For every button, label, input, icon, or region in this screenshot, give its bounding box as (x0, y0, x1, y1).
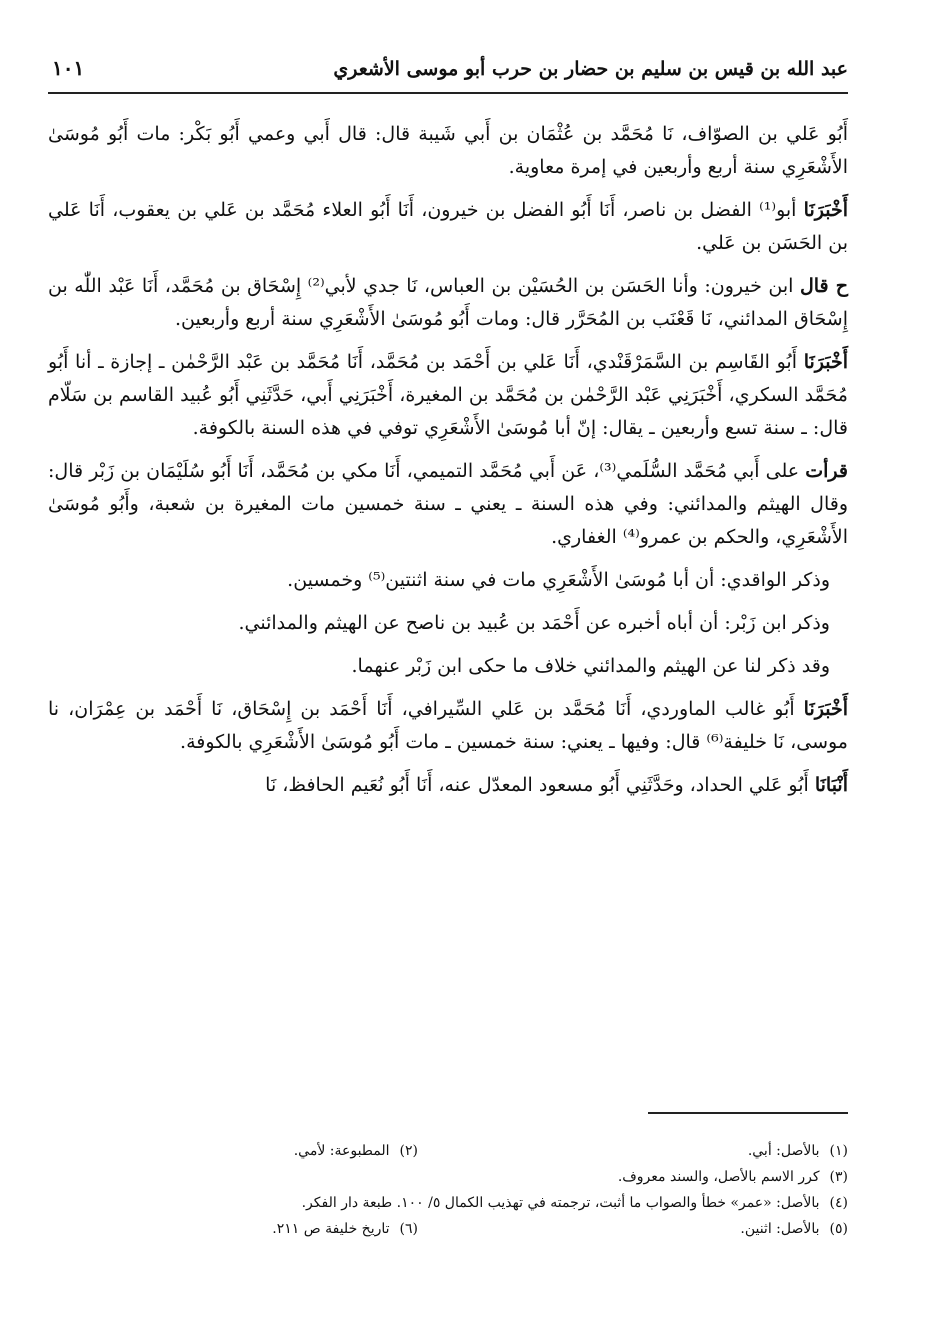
paragraph (48, 455, 848, 554)
footnote-number: (٥) (829, 1221, 848, 1237)
footnotes (160, 1138, 848, 1242)
footnote-text: تاريخ خليفة ص ٢١١. (272, 1221, 390, 1237)
footnote-row (160, 1216, 848, 1242)
page-number: ١٠١ (52, 56, 85, 80)
paragraph (48, 769, 848, 802)
paragraph (48, 693, 848, 759)
paragraph (48, 118, 848, 184)
paragraph-text: على أَبي مُحَمَّد السُّلَمي⁽³⁾، عَن أَبي مُحَمَّد التميمي، أَنَا مكي بن مُحَمَّد، أَنَا أَبُو سُلَيْمَان بن زَبْر قال: وقال الهيثم والمدائني: وفي هذه السنة ـ يعني ـ سنة خمسين مات المغيرة بن شعبة، وأَبُو مُوسَىٰ الأَشْعَرِي، والحكم بن عمرو⁽⁴⁾ الغفاري. (48, 460, 848, 548)
footnote-text: بالأصل: «عمر» خطأ والصواب ما أثبت، ترجمته في تهذيب الكمال ٥/ ١٠٠. طبعة دار الفكر. (301, 1195, 820, 1211)
footnote-row (160, 1138, 848, 1164)
paragraph (48, 607, 848, 640)
paragraph-text: أَبُو عَلي بن الصوّاف، نَا مُحَمَّد بن عُثْمَان بن أَبي شَيبة قال: قال أَبي وعمي أَبُو بَكْر: مات أَبُو مُوسَىٰ الأَشْعَرِي سنة أربع وأربعين في إمرة معاوية. (48, 123, 848, 178)
paragraph (48, 564, 848, 597)
paragraph-text: أَبُو عَلي الحداد، وحَدَّثَنِي أَبُو مسعود المعدّل عنه، أَنَا أَبُو نُعَيم الحافظ، نَا (265, 774, 809, 796)
paragraph-text: أبو⁽¹⁾ الفضل بن ناصر، أَنَا أَبُو الفضل بن خيرون، أَنَا أَبُو العلاء مُحَمَّد بن عَلي بن يعقوب، أَنَا عَلي بن الحَسَن بن عَلي. (48, 199, 848, 254)
paragraph-text: وقد ذكر لنا عن الهيثم والمدائني خلاف ما حكى ابن زَبْر عنهما. (351, 655, 830, 677)
footnote (418, 1216, 848, 1242)
footnote-text: كرر الاسم بالأصل، والسند معروف. (617, 1169, 820, 1185)
paragraph-lead: أَخْبَرَنَا (803, 199, 848, 221)
footnote-text: المطبوعة: لأمي. (293, 1143, 390, 1159)
footnote-number: (٣) (829, 1169, 848, 1185)
footnote-number: (١) (829, 1143, 848, 1159)
paragraph (48, 650, 848, 683)
paragraph-lead: أَنْبَانَا (814, 774, 848, 796)
paragraph-text: أَبُو القَاسِم بن السَّمَرْقَنْدي، أَنَا عَلي بن أَحْمَد بن مُحَمَّد، أَنَا مُحَمَّد بن عَبْد الرَّحْمٰن ـ إجازة ـ أنا أَبُو مُحَمَّد السكري، أَخْبَرَنِي عَبْد الرَّحْمٰن بن مُحَمَّد بن المغيرة، أَخْبَرَنِي أَبي، حَدَّثَنِي أَبُو عُبيد القاسم بن سَلّام قال: ـ سنة تسع وأربعين ـ يقال: إنّ أبا مُوسَىٰ الأَشْعَرِي توفي في هذه السنة بالكوفة. (48, 351, 848, 439)
paragraph-lead: أَخْبَرَنَا (803, 698, 848, 720)
paragraph-lead: ح قال (799, 275, 848, 297)
footnote (302, 1190, 848, 1216)
paragraph (48, 346, 848, 445)
footnote (418, 1138, 848, 1164)
footnote-row (160, 1190, 848, 1216)
footnotes-divider (648, 1112, 848, 1114)
footnote (272, 1216, 418, 1242)
paragraph-lead: قرأت (805, 460, 848, 482)
footnote-text: بالأصل: أبي. (747, 1143, 820, 1159)
paragraph (48, 194, 848, 260)
page-header (48, 52, 848, 94)
footnote-number: (٢) (399, 1143, 418, 1159)
footnote-number: (٦) (399, 1221, 418, 1237)
paragraph (48, 270, 848, 336)
paragraph-lead: أَخْبَرَنَا (803, 351, 849, 373)
paragraph-text: أَبُو غالب الماوردي، أَنَا مُحَمَّد بن عَلي السِّيرافي، أَنَا أَحْمَد بن إِسْحَاق، نَا أَحْمَد بن عِمْرَان، نا موسى، نَا خليفة⁽⁶⁾ قال: وفيها ـ يعني: سنة خمسين ـ مات أَبُو مُوسَىٰ الأَشْعَرِي بالكوفة. (48, 698, 848, 753)
footnote-number: (٤) (829, 1195, 848, 1211)
paragraph-text: وذكر الواقدي: أن أبا مُوسَىٰ الأَشْعَرِي مات في سنة اثنتين⁽⁵⁾ وخمسين. (287, 569, 830, 591)
paragraph-text: ابن خيرون: وأنا الحَسَن بن الحُسَيْن بن العباس، نَا جدي لأبي⁽²⁾ إِسْحَاق بن مُحَمَّد، أَنَا عَبْد اللّٰه بن إِسْحَاق المدائني، نَا قَعْنَب بن المُحَرَّر قال: ومات أَبُو مُوسَىٰ الأَشْعَرِي سنة أربع وأربعين. (48, 275, 848, 330)
running-title: عبد الله بن قيس بن سليم بن حضار بن حرب أبو موسى الأشعري (333, 58, 848, 80)
paragraph-text: وذكر ابن زَبْر: أن أباه أخبره عن أَحْمَد بن عُبيد بن ناصح عن الهيثم والمدائني. (238, 612, 830, 634)
footnote-text: بالأصل: اثنين. (740, 1221, 820, 1237)
footnote-row (160, 1164, 848, 1190)
body-text (48, 118, 848, 812)
footnote (618, 1164, 848, 1190)
footnote (294, 1138, 418, 1164)
